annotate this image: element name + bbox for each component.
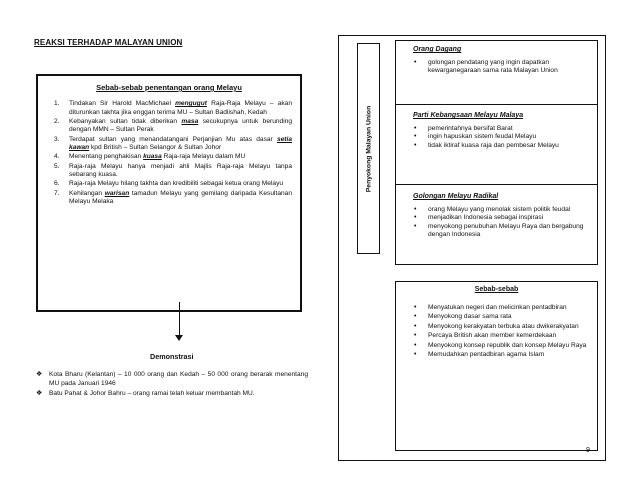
radikal-title: Golongan Melayu Radikal: [413, 193, 499, 200]
list-item: 5. Raja-raja Melayu hanya menjadi ahli Majlis Raja-raja Melayu tanpa sebarang kuasa.: [54, 162, 292, 179]
list-item: • Memudahkan pentadbiran agama Islam: [396, 351, 597, 359]
supporters-box: [395, 40, 598, 265]
list-item: • ingin hapuskan sistem feudal Melayu: [396, 133, 597, 141]
list-item: • orang Melayu yang menolak sistem politik feudal: [396, 206, 597, 214]
list-item: ❖ Kota Bharu (Kelantan) – 10 000 orang dan Kedah – 50 000 orang berarak menentang MU pada Januari 1946: [36, 371, 308, 387]
diamond-bullet-icon: ❖: [36, 389, 43, 397]
down-arrow-line: [179, 302, 180, 336]
list-item: 2. Kebanyakan sultan tidak diberikan masa secukupnya untuk berunding dengan MMN – Sultan Perak: [54, 117, 292, 134]
causes-list: [396, 304, 597, 360]
list-item: • Menyokong kerakyatan terbuka atau dwikerakyatan: [396, 323, 597, 331]
demonstrasi-title: Demonstrasi: [150, 352, 194, 361]
page-heading: REAKSI TERHADAP MALAYAN UNION: [34, 38, 183, 47]
supporters-label: Penyokong Malayan Union: [365, 105, 372, 192]
parti-title: Parti Kebangsaan Melayu Malaya: [413, 112, 524, 119]
section-orang-dagang: [396, 46, 597, 76]
list-item: 7. Kehilangan warisan tamadun Melayu yang gemilang daripada Kesultanan Melayu Melaka: [54, 189, 292, 206]
diamond-bullet-icon: ❖: [36, 371, 43, 378]
list-item: • Menyatukan negeri dan melicinkan pentadbiran: [396, 304, 597, 312]
list-item: • Menyokong dasar sama rata: [396, 313, 597, 321]
down-arrow-icon: [175, 335, 183, 341]
causes-box: [395, 281, 598, 451]
opposition-box: [36, 74, 302, 312]
opposition-title: Sebab-sebab penentangan orang Melayu: [96, 83, 242, 92]
list-item: 1. Tindakan Sir Harold MacMichael mengugut Raja-Raja Melayu – akan diturunkan takhta jika enggan terima MU – Sultan Badlishah, Kedah: [54, 100, 292, 116]
list-item: ❖ Batu Pahat & Johor Bahru – orang ramai telah keluar membantah MU.: [36, 389, 255, 397]
demonstrasi-list: [36, 371, 308, 399]
list-item: • menjadikan Indonesia sebagai inspirasi: [396, 214, 597, 222]
orang-dagang-list: [396, 59, 597, 76]
list-item: 6. Raja-raja Melayu hilang takhta dan kredibiliti sebagai ketua orang Melayu: [54, 180, 284, 188]
list-item: • menyokong penubuhan Melayu Raya dan bergabung dengan Indonesia: [396, 223, 597, 240]
list-item: • golongan pendatang yang ingin dapatkan kewarganegaraan sama rata Malayan Union: [396, 59, 597, 76]
section-radikal: [396, 193, 597, 240]
page-number: 9: [586, 447, 590, 454]
list-item: • Menyokong konsep republik dan konsep Melayu Raya: [396, 342, 597, 350]
radikal-list: [396, 206, 597, 240]
list-item: • Percaya British akan member kemerdekaan: [396, 332, 597, 340]
orang-dagang-title: Orang Dagang: [413, 46, 462, 53]
causes-title: Sebab-sebab: [474, 286, 519, 293]
parti-list: [396, 125, 597, 150]
section-parti: [396, 112, 597, 150]
opposition-list: [44, 100, 292, 207]
supporters-label-bar: [357, 43, 380, 254]
list-item: • pemerintahnya bersifat Barat: [396, 125, 597, 133]
divider: [396, 104, 597, 105]
list-item: 3. Terdapat sultan yang menandatangani Perjanjian Mu atas dasar setia kawan kpd British – Sultan Selangor & Sultan Johor: [54, 135, 292, 152]
list-item: • tidak iktiraf kuasa raja dan pembesar Melayu: [396, 142, 597, 150]
list-item: 4. Menentang penghakisan kuasa Raja-raja Melayu dalam MU: [54, 153, 246, 161]
divider: [396, 184, 597, 185]
